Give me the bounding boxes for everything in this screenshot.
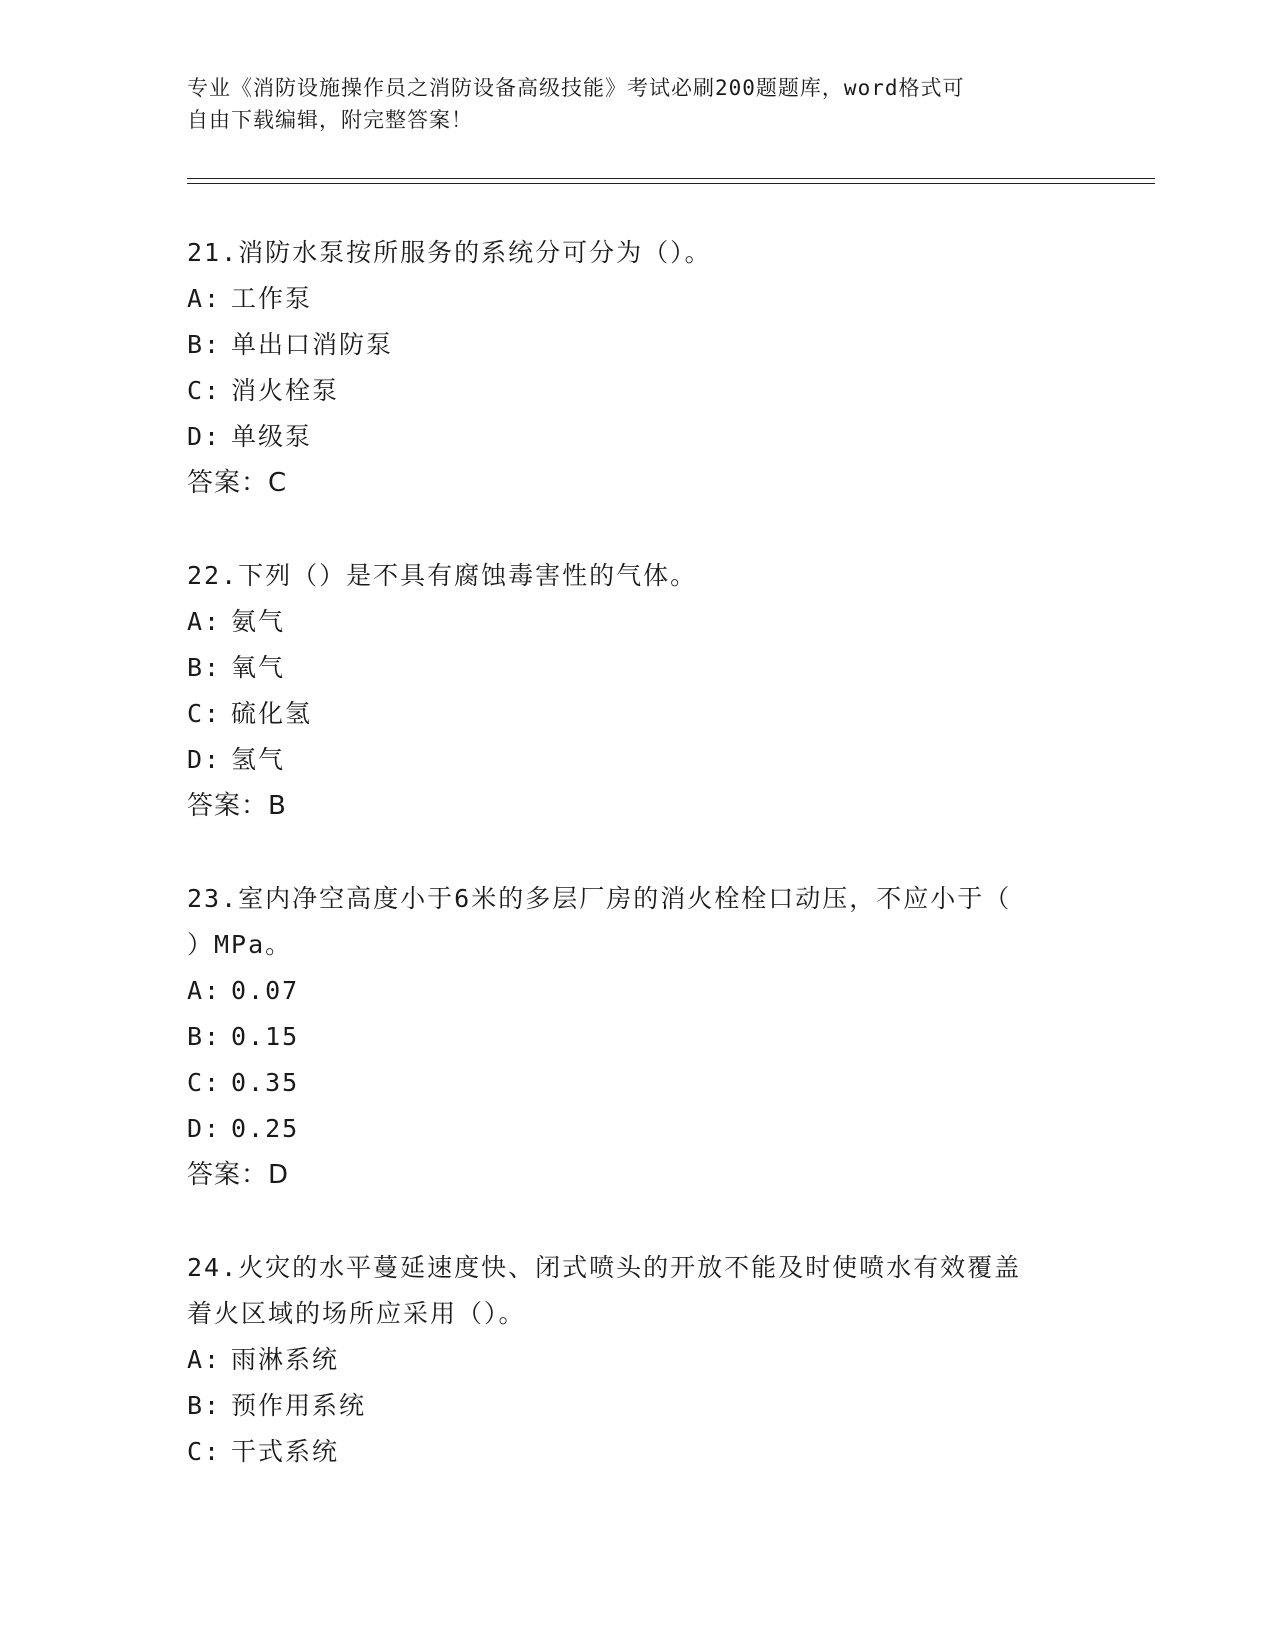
option-text: 氢气 [231,745,286,774]
option-a [187,1337,1087,1383]
option-key: C: [187,1068,222,1097]
option-d [187,737,1087,783]
option-a [187,276,1087,322]
header-line-2: 自由下载编辑，附完整答案！ [187,108,473,132]
question-24 [187,1245,1087,1475]
answer-line: 答案：D [187,1160,290,1190]
question-stem [187,1245,1087,1337]
option-text: 0.07 [231,976,300,1005]
option-text: 硫化氢 [231,699,313,728]
option-key: C: [187,699,222,728]
question-stem-line: 23.室内净空高度小于6米的多层厂房的消火栓栓口动压，不应小于（ [187,884,1012,913]
question-23 [187,876,1087,1198]
option-text: 单出口消防泵 [231,330,394,359]
option-text: 雨淋系统 [231,1345,340,1374]
question-stem-line: 22.下列（）是不具有腐蚀毒害性的气体。 [187,561,698,590]
option-c [187,368,1087,414]
option-b [187,1383,1087,1429]
question-stem [187,230,1087,276]
option-a [187,599,1087,645]
option-c [187,691,1087,737]
option-key: A: [187,284,222,313]
answer-line: 答案：C [187,468,288,498]
option-text: 氧气 [231,653,286,682]
option-text: 消火栓泵 [231,376,340,405]
option-text: 氨气 [231,607,286,636]
question-stem [187,553,1087,599]
option-b [187,645,1087,691]
option-key: A: [187,976,222,1005]
question-stem-line: 着火区域的场所应采用（）。 [187,1299,526,1328]
option-text: 0.15 [231,1022,300,1051]
option-text: 干式系统 [231,1437,340,1466]
option-key: C: [187,376,222,405]
option-c [187,1429,1087,1475]
question-22 [187,553,1087,829]
option-key: B: [187,653,222,682]
option-a [187,968,1087,1014]
question-stem-line: 21.消防水泵按所服务的系统分可分为（）。 [187,238,712,267]
option-key: C: [187,1437,222,1466]
header-divider-top [187,178,1155,179]
option-b [187,322,1087,368]
answer-line: 答案：B [187,791,287,821]
option-key: D: [187,745,222,774]
option-key: B: [187,1022,222,1051]
question-21 [187,230,1087,506]
header-line-1: 专业《消防设施操作员之消防设备高级技能》考试必刷200题题库，word格式可 [187,76,965,100]
question-stem-line: 24.火灾的水平蔓延速度快、闭式喷头的开放不能及时使喷水有效覆盖 [187,1253,1022,1282]
option-b [187,1014,1087,1060]
option-c [187,1060,1087,1106]
question-stem [187,876,1087,968]
question-list [187,230,1087,1522]
option-text: 预作用系统 [231,1391,367,1420]
option-key: D: [187,422,222,451]
header-divider-bottom [187,183,1155,184]
option-text: 0.25 [231,1114,300,1143]
option-key: A: [187,1345,222,1374]
document-header [187,72,1067,136]
question-stem-line: ）MPa。 [187,930,293,959]
option-text: 0.35 [231,1068,300,1097]
option-text: 单级泵 [231,422,313,451]
option-d [187,1106,1087,1152]
option-d [187,414,1087,460]
option-text: 工作泵 [231,284,313,313]
option-key: D: [187,1114,222,1143]
option-key: A: [187,607,222,636]
option-key: B: [187,330,222,359]
option-key: B: [187,1391,222,1420]
